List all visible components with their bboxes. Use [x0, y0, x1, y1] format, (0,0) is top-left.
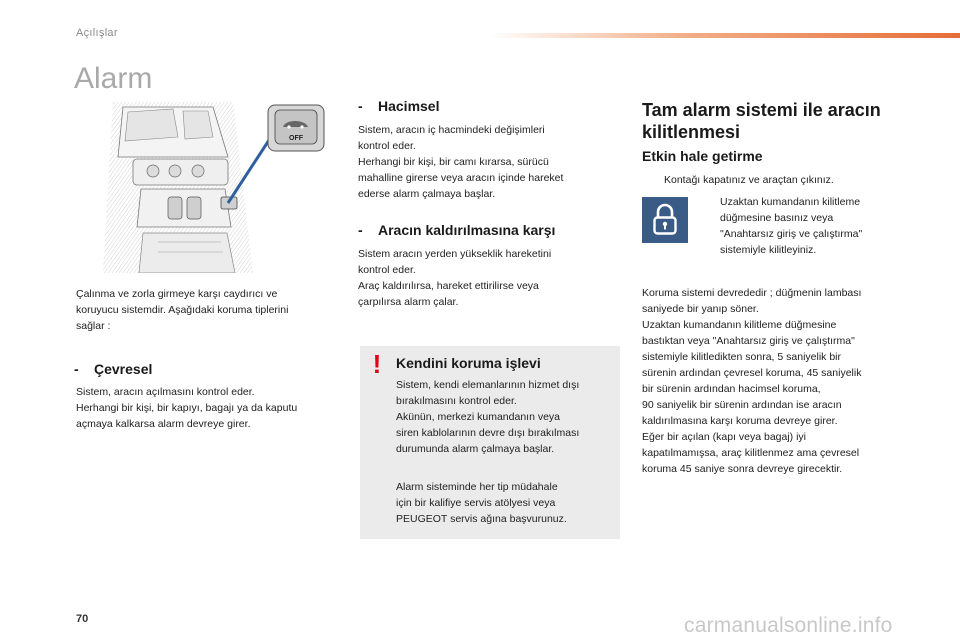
self-protection-title: Kendini koruma işlevi	[396, 355, 541, 371]
cevresel-text	[76, 384, 338, 432]
self-protection-text	[396, 377, 614, 457]
padlock-icon	[642, 197, 688, 243]
remote-lock-icon	[642, 197, 688, 243]
self-protection-paragraph-2: Alarm sisteminde her tip müdahale için bir kalifiye servis atölyesi veya PEUGEOT servis ağına başvurunuz.	[396, 481, 567, 525]
heading-dash: -	[358, 98, 363, 114]
heading-kaldirma-label: Aracın kaldırılmasına karşı	[378, 222, 556, 238]
page-number: 70	[76, 613, 89, 625]
step-2-text	[720, 194, 920, 258]
header-accent-bar	[490, 33, 960, 38]
hacimsel-text	[358, 122, 608, 202]
intro-paragraph: Çalınma ve zorla girmeye karşı caydırıcı ve koruyucu sistemdir. Aşağıdaki koruma tiplerini sağlar :	[76, 288, 289, 332]
kaldirma-text	[358, 246, 608, 310]
self-protection-advice	[396, 479, 614, 527]
cevresel-paragraph: Sistem, aracın açılmasını kontrol eder. Herhangi bir kişi, bir kapıyı, bagajı ya da kaputu açmaya kalkarsa alarm devreye girer.	[76, 386, 298, 430]
hacimsel-paragraph: Sistem, aracın iç hacmindeki değişimleri kontrol eder. Herhangi bir kişi, bir camı kırarsa, sürücü mahalline girerse veya aracın içinde hareket ederse alarm çalmaya başlar.	[358, 124, 564, 200]
full-alarm-paragraph: Koruma sistemi devrededir ; düğmenin lambası saniyede bir yanıp söner. Uzaktan kumandanın kilitleme düğmesine bastıktan veya "Anahtarsız giriş ve çalıştırma" sistemiyle kilitledikten sonra, 5 saniyelik bir sürenin ardından çevresel koruma, 45 saniyelik bir sürenin ardından hacimsel koruma, 90 saniyelik bir sürenin ardından ise aracın kaldırılmasına karşı koruma devreye girer. Eğer bir açılan (kapı veya bagaj) iyi kapatılmamışsa, araç kilitlenmez ama çevresel koruma 45 saniye sonra devreye girecektir.	[642, 287, 862, 475]
warning-icon: !	[372, 349, 382, 379]
heading-cevresel-label: Çevresel	[94, 361, 153, 377]
full-alarm-title: Tam alarm sistemi ile aracın kilitlenmesi	[642, 100, 881, 142]
heading-hacimsel-label: Hacimsel	[378, 98, 440, 114]
intro-text	[76, 286, 338, 334]
heading-dash: -	[74, 361, 79, 377]
full-alarm-body	[642, 285, 910, 477]
self-protection-paragraph-1: Sistem, kendi elemanlarının hizmet dışı bırakılmasını kontrol eder. Akünün, merkezi kumandanın veya siren kablolarının devre dışı bırakılması durumunda alarm çalmaya başlar.	[396, 379, 580, 455]
heading-kaldirma	[358, 222, 555, 238]
heading-hacimsel	[358, 98, 439, 114]
step-1-paragraph: Kontağı kapatınız ve araçtan çıkınız.	[664, 174, 834, 186]
step-2-paragraph: Uzaktan kumandanın kilitleme düğmesine basınız veya "Anahtarsız giriş ve çalıştırma" sistemiyle kilitleyiniz.	[720, 196, 863, 256]
step-1-text	[664, 172, 924, 188]
heading-dash: -	[358, 222, 363, 238]
page-title: Alarm	[74, 62, 153, 95]
kaldirma-paragraph: Sistem aracın yerden yükseklik hareketini kontrol eder. Araç kaldırılırsa, hareket ettirilirse veya çarpılırsa alarm çalar.	[358, 248, 552, 308]
console-illustration	[103, 97, 330, 273]
heading-cevresel	[74, 361, 152, 377]
section-label: Açılışlar	[76, 27, 118, 39]
watermark: carmanualsonline.info	[684, 614, 893, 637]
off-button-label: OFF	[289, 135, 303, 142]
activation-subtitle: Etkin hale getirme	[642, 148, 763, 164]
